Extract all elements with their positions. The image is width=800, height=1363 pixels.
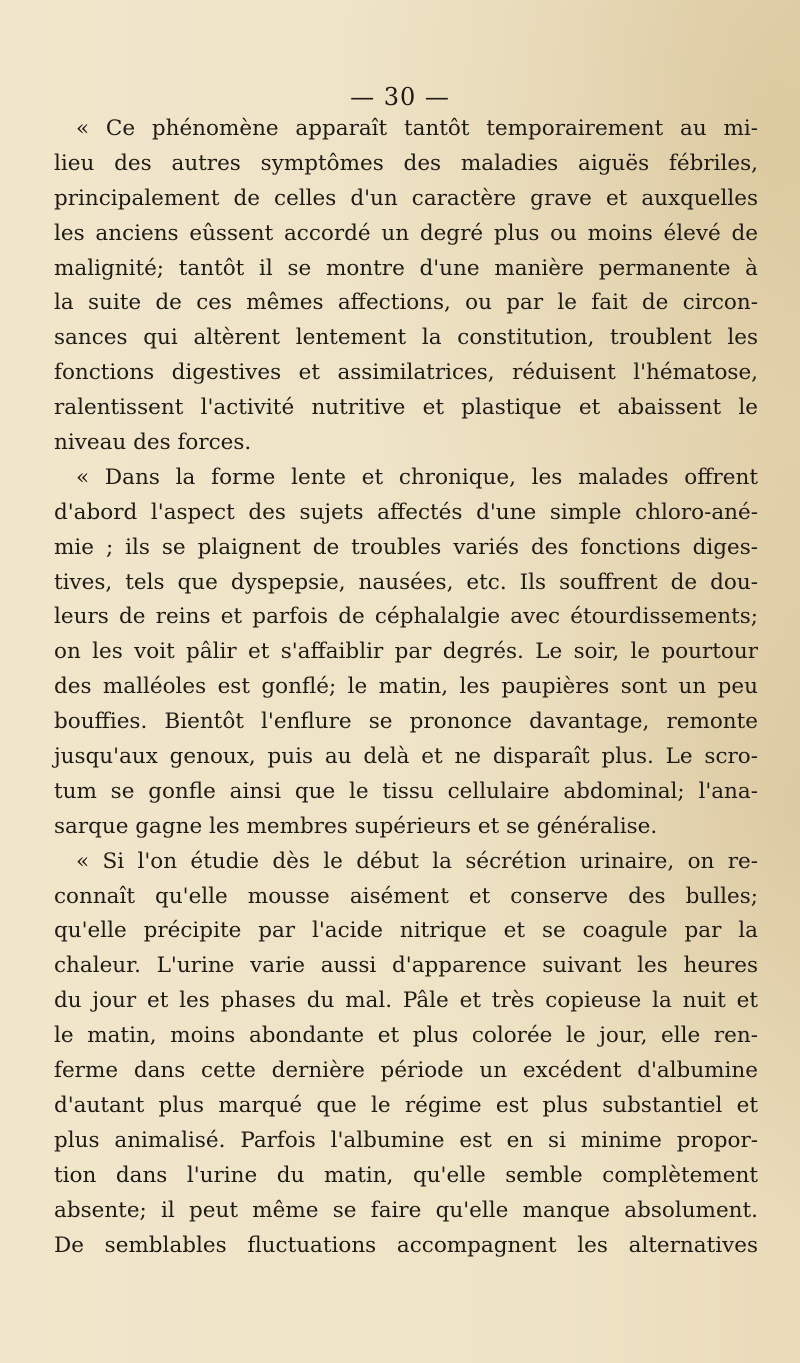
text-line: sarque gagne les membres supérieurs et se généralise.	[54, 813, 658, 839]
text-line: « Dans la forme lente et chronique, les malades offrent	[76, 464, 758, 490]
text-line: tum se gonfle ainsi que le tissu cellulaire abdominal; l'ana-	[54, 778, 758, 804]
text-line: tives, tels que dyspepsie, nausées, etc. Ils souffrent de dou-	[54, 569, 758, 595]
text-line: le matin, moins abondante et plus colorée le jour, elle ren-	[54, 1023, 758, 1049]
text-line: plus animalisé. Parfois l'albumine est en si minime propor-	[54, 1127, 758, 1153]
text-line: les anciens eûssent accordé un degré plus ou moins élevé de	[54, 220, 758, 246]
text-line: « Ce phénomène apparaît tantôt temporairement au mi-	[76, 116, 758, 141]
text-line: ralentissent l'activité nutritive et plastique et abaissent le	[54, 395, 758, 421]
text-line: tion dans l'urine du matin, qu'elle semble complètement	[54, 1162, 758, 1188]
body-text	[54, 112, 758, 1263]
text-line: jusqu'aux genoux, puis au delà et ne disparaît plus. Le scro-	[54, 744, 758, 770]
text-line: malignité; tantôt il se montre d'une manière permanente à	[54, 255, 758, 281]
paragraph-2	[54, 461, 758, 845]
text-line: qu'elle précipite par l'acide nitrique et se coagule par la	[54, 918, 758, 944]
text-line: De semblables fluctuations accompagnent les alternatives	[54, 1232, 758, 1258]
text-line: « Si l'on étudie dès le début la sécrétion urinaire, on re-	[76, 848, 758, 874]
text-line: sances qui altèrent lentement la constitution, troublent les	[54, 325, 758, 351]
paragraph-3	[54, 845, 758, 1264]
text-line: la suite de ces mêmes affections, ou par le fait de circon-	[54, 290, 758, 316]
paragraph-1	[54, 112, 758, 461]
text-line: ferme dans cette dernière période un excédent d'albumine	[54, 1058, 758, 1084]
text-line: niveau des forces.	[54, 430, 252, 456]
text-line: absente; il peut même se faire qu'elle manque absolument.	[54, 1197, 758, 1223]
text-line: d'abord l'aspect des sujets affectés d'une simple chloro-ané-	[54, 499, 758, 525]
text-line: fonctions digestives et assimilatrices, réduisent l'hématose,	[54, 360, 758, 386]
text-line: principalement de celles d'un caractère grave et auxquelles	[54, 185, 758, 211]
page-number: — 30 —	[350, 83, 450, 111]
text-line: des malléoles est gonflé; le matin, les paupières sont un peu	[54, 674, 758, 700]
text-line: lieu des autres symptômes des maladies aiguës fébriles,	[54, 150, 758, 176]
text-line: leurs de reins et parfois de céphalalgie avec étourdissements;	[54, 604, 758, 630]
text-line: on les voit pâlir et s'affaiblir par degrés. Le soir, le pourtour	[54, 639, 758, 665]
text-line: connaît qu'elle mousse aisément et conserve des bulles;	[54, 883, 758, 909]
text-line: bouffies. Bientôt l'enflure se prononce davantage, remonte	[54, 709, 758, 735]
text-line: du jour et les phases du mal. Pâle et très copieuse la nuit et	[54, 988, 758, 1014]
text-line: mie ; ils se plaignent de troubles variés des fonctions diges-	[54, 534, 758, 560]
text-line: d'autant plus marqué que le régime est plus substantiel et	[54, 1092, 758, 1118]
text-line: chaleur. L'urine varie aussi d'apparence suivant les heures	[54, 953, 758, 979]
